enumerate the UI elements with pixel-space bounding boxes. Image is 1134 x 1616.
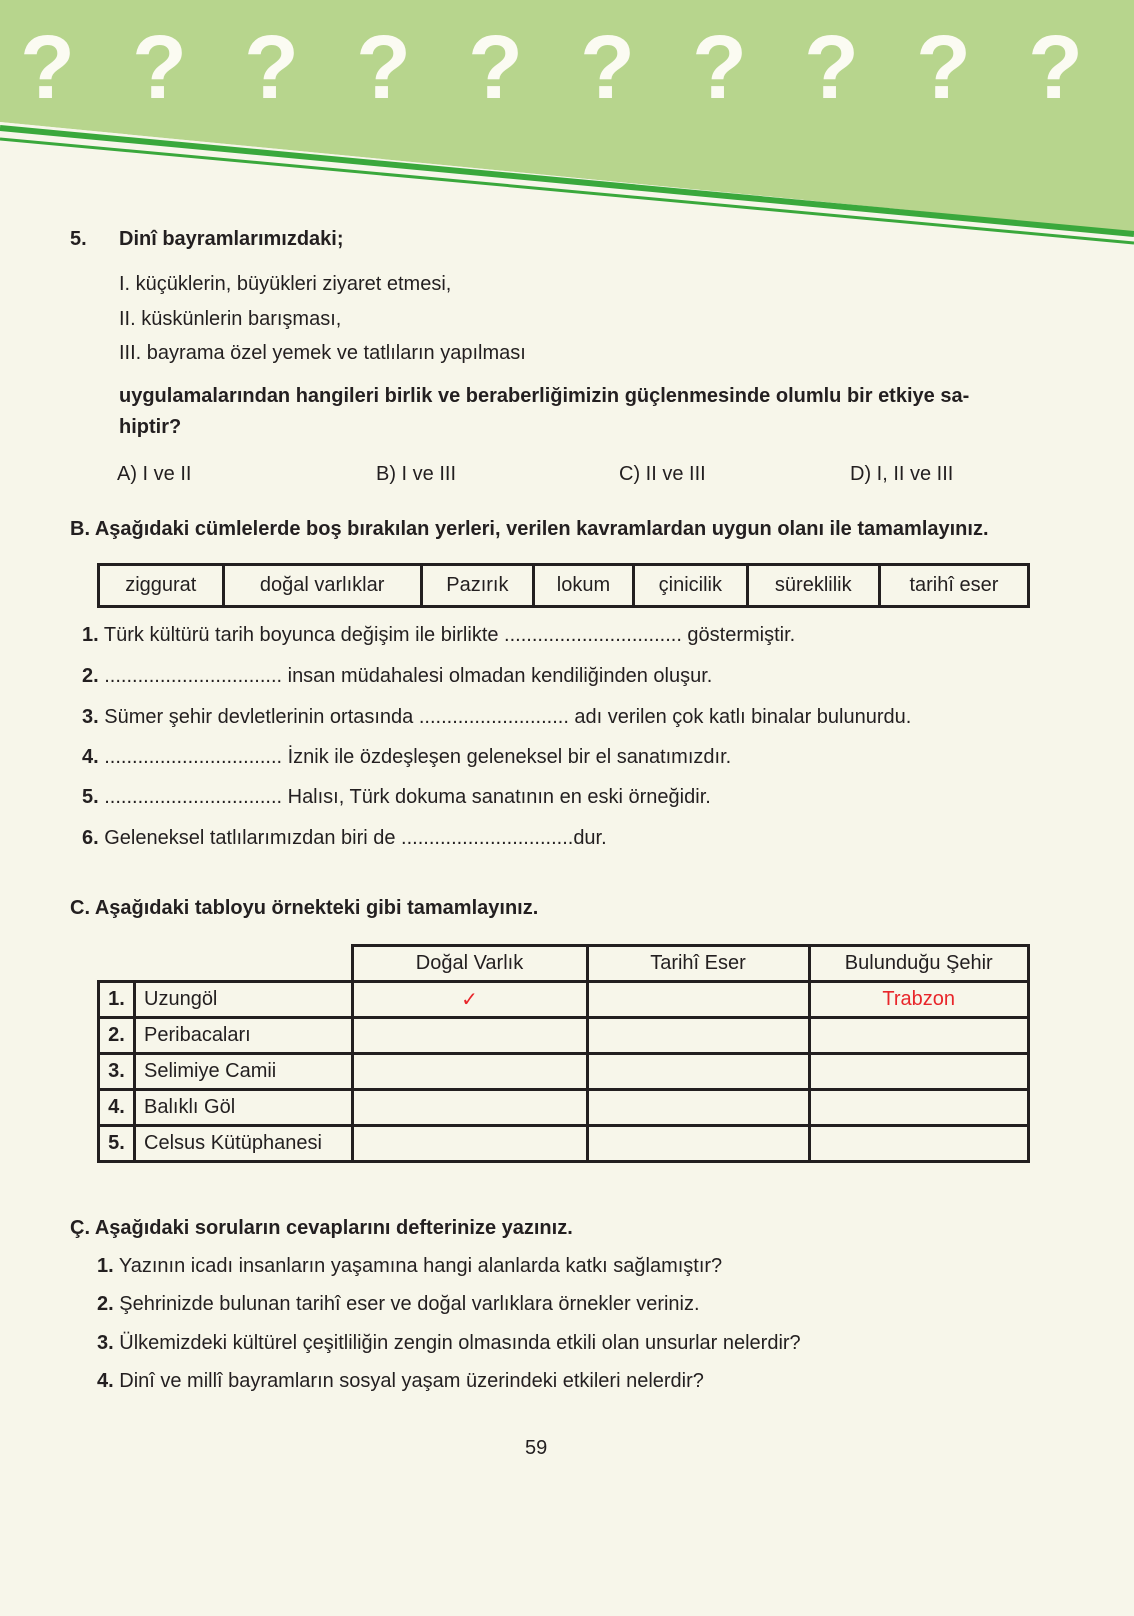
question-number: 1. [97,1255,114,1277]
question-mark-icon: ? [692,18,747,118]
fill-in-sentence [82,665,712,688]
question-number: 2. [97,1293,114,1315]
table-row [99,982,1029,1018]
sentence-text: ................................ İznik ile özdeşleşen geleneksel bir el sanatımızdır. [104,746,732,768]
question-mark-icon: ? [20,18,75,118]
question-text: Şehrinizde bulunan tarihî eser ve doğal varlıklara örnekler veriniz. [119,1293,700,1315]
dogal-varlik-cell[interactable] [352,1018,587,1054]
open-question [97,1293,700,1316]
fill-in-sentence [82,827,607,850]
landmark-name: Peribacaları [135,1018,353,1054]
dogal-varlik-cell[interactable]: ✓ [352,982,587,1018]
sentence-number: 2. [82,665,99,687]
row-number: 4. [99,1090,135,1126]
fill-in-sentence [82,624,795,647]
question-mark-header-banner [0,0,1134,250]
row-number: 2. [99,1018,135,1054]
sehir-cell[interactable] [809,1126,1029,1162]
sentence-number: 1. [82,624,99,646]
dogal-varlik-cell[interactable] [352,1126,587,1162]
sentence-text: ................................ Halısı, Türk dokuma sanatının en eski örneğidir. [104,786,711,808]
sentence-text: Sümer şehir devletlerinin ortasında ........................... adı verilen çok katlı binalar bulunurdu. [104,706,912,728]
question-text: Ülkemizdeki kültürel çeşitliliğin zengin olmasında etkili olan unsurlar nelerdir? [119,1332,801,1354]
table-row [99,1054,1029,1090]
question-text: Dinî ve millî bayramların sosyal yaşam üzerindeki etkileri nelerdir? [119,1370,704,1392]
word-bank-table [97,563,1030,608]
option-d[interactable]: D) I, II ve III [850,463,954,485]
question-mark-icon: ? [244,18,299,118]
tarihi-eser-cell[interactable] [587,1090,809,1126]
question-mark-icon: ? [1028,18,1083,118]
section-cc-heading: Ç. Aşağıdaki soruların cevaplarını defterinize yazınız. [70,1217,573,1239]
sentence-number: 5. [82,786,99,808]
sehir-cell[interactable] [809,1090,1029,1126]
row-number: 3. [99,1054,135,1090]
sehir-cell[interactable] [809,1018,1029,1054]
open-question [97,1370,704,1393]
question-mark-icon: ? [132,18,187,118]
question-5-item-2: II. küskünlerin barışması, [119,308,342,330]
table-row [99,1126,1029,1162]
word-bank-item: lokum [534,565,634,607]
tarihi-eser-cell[interactable] [587,1054,809,1090]
question-mark-icon: ? [468,18,523,118]
landmark-name: Selimiye Camii [135,1054,353,1090]
column-header: Bulunduğu Şehir [809,946,1029,982]
landmark-table [97,944,1030,1163]
sentence-text: Geleneksel tatlılarımızdan biri de ...............................dur. [104,827,607,849]
question-mark-icon: ? [804,18,859,118]
question-mark-icon: ? [356,18,411,118]
question-mark-icon: ? [580,18,635,118]
question-5-item-3: III. bayrama özel yemek ve tatlıların yapılması [119,342,526,364]
section-c-heading: C. Aşağıdaki tabloyu örnekteki gibi tamamlayınız. [70,897,539,919]
sentence-number: 3. [82,706,99,728]
question-text: Yazının icadı insanların yaşamına hangi alanlarda katkı sağlamıştır? [118,1255,723,1277]
landmark-name: Balıklı Göl [135,1090,353,1126]
sentence-number: 6. [82,827,99,849]
word-bank-item: süreklilik [747,565,879,607]
option-c[interactable]: C) II ve III [619,463,706,485]
table-row [99,1018,1029,1054]
question-5-stem: Dinî bayramlarımızdaki; [119,228,344,250]
row-number: 1. [99,982,135,1018]
question-mark-icon: ? [916,18,971,118]
word-bank-item: doğal varlıklar [223,565,421,607]
tarihi-eser-cell[interactable] [587,982,809,1018]
tarihi-eser-cell[interactable] [587,1126,809,1162]
question-5-number: 5. [70,228,87,250]
row-number: 5. [99,1126,135,1162]
column-header: Tarihî Eser [587,946,809,982]
word-bank-item: çinicilik [633,565,747,607]
sehir-cell[interactable] [809,1054,1029,1090]
sentence-text: Türk kültürü tarih boyunca değişim ile birlikte ................................ göstermiştir. [103,624,796,646]
landmark-name: Celsus Kütüphanesi [135,1126,353,1162]
question-5-text-line1: uygulamalarından hangileri birlik ve beraberliğimizin güçlenmesinde olumlu bir etkiye sa- [119,385,970,407]
question-number: 4. [97,1370,114,1392]
landmark-name: Uzungöl [135,982,353,1018]
dogal-varlik-cell[interactable] [352,1054,587,1090]
open-question [97,1332,801,1355]
section-b-heading: B. Aşağıdaki cümlelerde boş bırakılan yerleri, verilen kavramlardan uygun olanı ile tamamlayınız. [70,518,989,540]
sehir-cell[interactable]: Trabzon [809,982,1029,1018]
open-question [97,1255,722,1278]
question-5-text-line2: hiptir? [119,416,182,438]
word-bank-item: tarihî eser [879,565,1028,607]
tarihi-eser-cell[interactable] [587,1018,809,1054]
dogal-varlik-cell[interactable] [352,1090,587,1126]
sentence-number: 4. [82,746,99,768]
column-header: Doğal Varlık [352,946,587,982]
question-5-item-1: I. küçüklerin, büyükleri ziyaret etmesi, [119,273,452,295]
question-number: 3. [97,1332,114,1354]
table-row [99,1090,1029,1126]
option-a[interactable]: A) I ve II [117,463,192,485]
fill-in-sentence [82,786,711,809]
word-bank-item: Pazırık [421,565,533,607]
page-number: 59 [525,1437,548,1459]
word-bank-item: ziggurat [99,565,224,607]
fill-in-sentence [82,746,731,769]
option-b[interactable]: B) I ve III [376,463,457,485]
fill-in-sentence [82,706,911,729]
sentence-text: ................................ insan müdahalesi olmadan kendiliğinden oluşur. [104,665,713,687]
